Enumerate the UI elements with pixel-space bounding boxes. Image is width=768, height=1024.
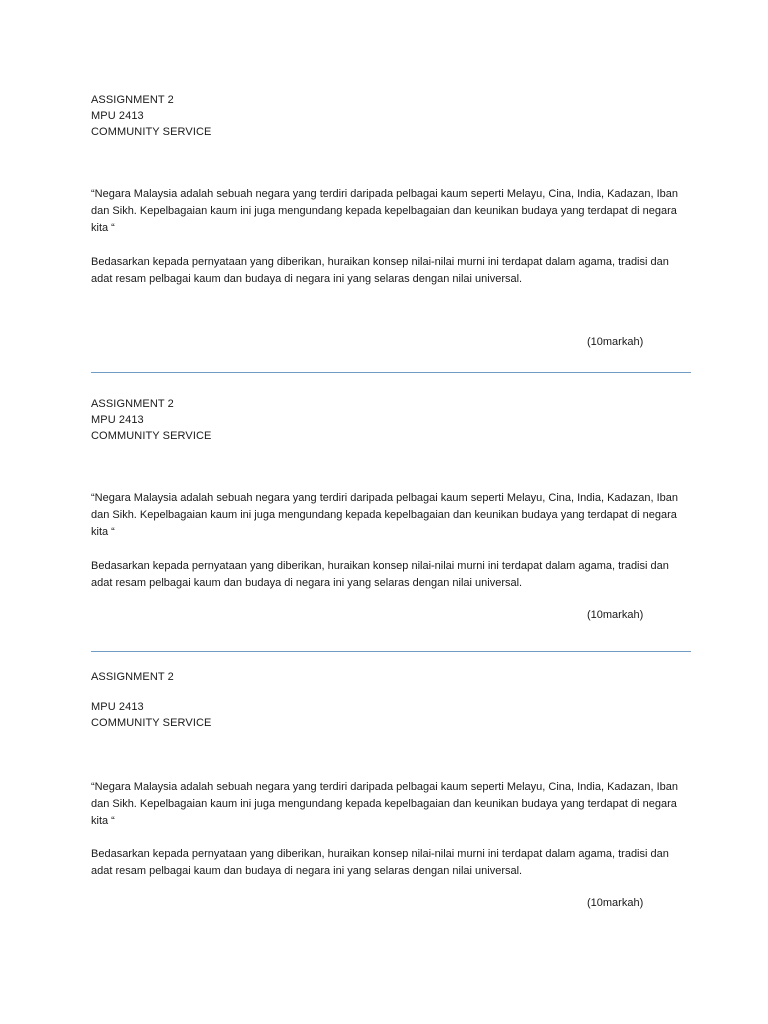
course-name: COMMUNITY SERVICE <box>91 126 212 138</box>
course-code: MPU 2413 <box>91 701 144 713</box>
marks-label: (10markah) <box>587 336 644 348</box>
question-paragraph: Bedasarkan kepada pernyataan yang diberikan, huraikan konsep nilai-nilai murni ini terdapat dalam agama, tradisi dan adat resam pelbagai kaum dan budaya di negara ini yang selaras dengan nilai universal. <box>91 848 669 877</box>
assignment-section-2 <box>91 396 691 636</box>
course-name: COMMUNITY SERVICE <box>91 717 212 729</box>
assignment-header <box>91 669 691 731</box>
assignment-header <box>91 396 691 444</box>
question-paragraph: Bedasarkan kepada pernyataan yang diberikan, huraikan konsep nilai-nilai murni ini terdapat dalam agama, tradisi dan adat resam pelbagai kaum dan budaya di negara ini yang selaras dengan nilai universal. <box>91 256 669 285</box>
section-divider-2 <box>91 651 691 652</box>
quote-paragraph: “Negara Malaysia adalah sebuah negara yang terdiri daripada pelbagai kaum seperti Melayu, Cina, India, Kadazan, Iban dan Sikh. Kepelbagaian kaum ini juga mengundang kepada kepelbagaian dan keunikan budaya yang terdapat di negara kita “ <box>91 492 679 538</box>
assignment-title: ASSIGNMENT 2 <box>91 94 174 106</box>
course-name: COMMUNITY SERVICE <box>91 430 212 442</box>
course-code: MPU 2413 <box>91 110 144 122</box>
assignment-section-3 <box>91 669 691 919</box>
header-spacer <box>91 685 691 699</box>
course-code: MPU 2413 <box>91 414 144 426</box>
quote-paragraph: “Negara Malaysia adalah sebuah negara yang terdiri daripada pelbagai kaum seperti Melayu, Cina, India, Kadazan, Iban dan Sikh. Kepelbagaian kaum ini juga mengundang kepada kepelbagaian dan keunikan budaya yang terdapat di negara kita “ <box>91 188 679 234</box>
assignment-title: ASSIGNMENT 2 <box>91 398 174 410</box>
section-divider-1 <box>91 372 691 373</box>
question-paragraph: Bedasarkan kepada pernyataan yang diberikan, huraikan konsep nilai-nilai murni ini terdapat dalam agama, tradisi dan adat resam pelbagai kaum dan budaya di negara ini yang selaras dengan nilai universal. <box>91 560 669 589</box>
assignment-title: ASSIGNMENT 2 <box>91 671 174 683</box>
assignment-section-1 <box>91 92 691 352</box>
quote-paragraph: “Negara Malaysia adalah sebuah negara yang terdiri daripada pelbagai kaum seperti Melayu, Cina, India, Kadazan, Iban dan Sikh. Kepelbagaian kaum ini juga mengundang kepada kepelbagaian dan keunikan budaya yang terdapat di negara kita “ <box>91 781 679 827</box>
assignment-header <box>91 92 691 140</box>
marks-label: (10markah) <box>587 609 644 621</box>
marks-label: (10markah) <box>587 897 644 909</box>
